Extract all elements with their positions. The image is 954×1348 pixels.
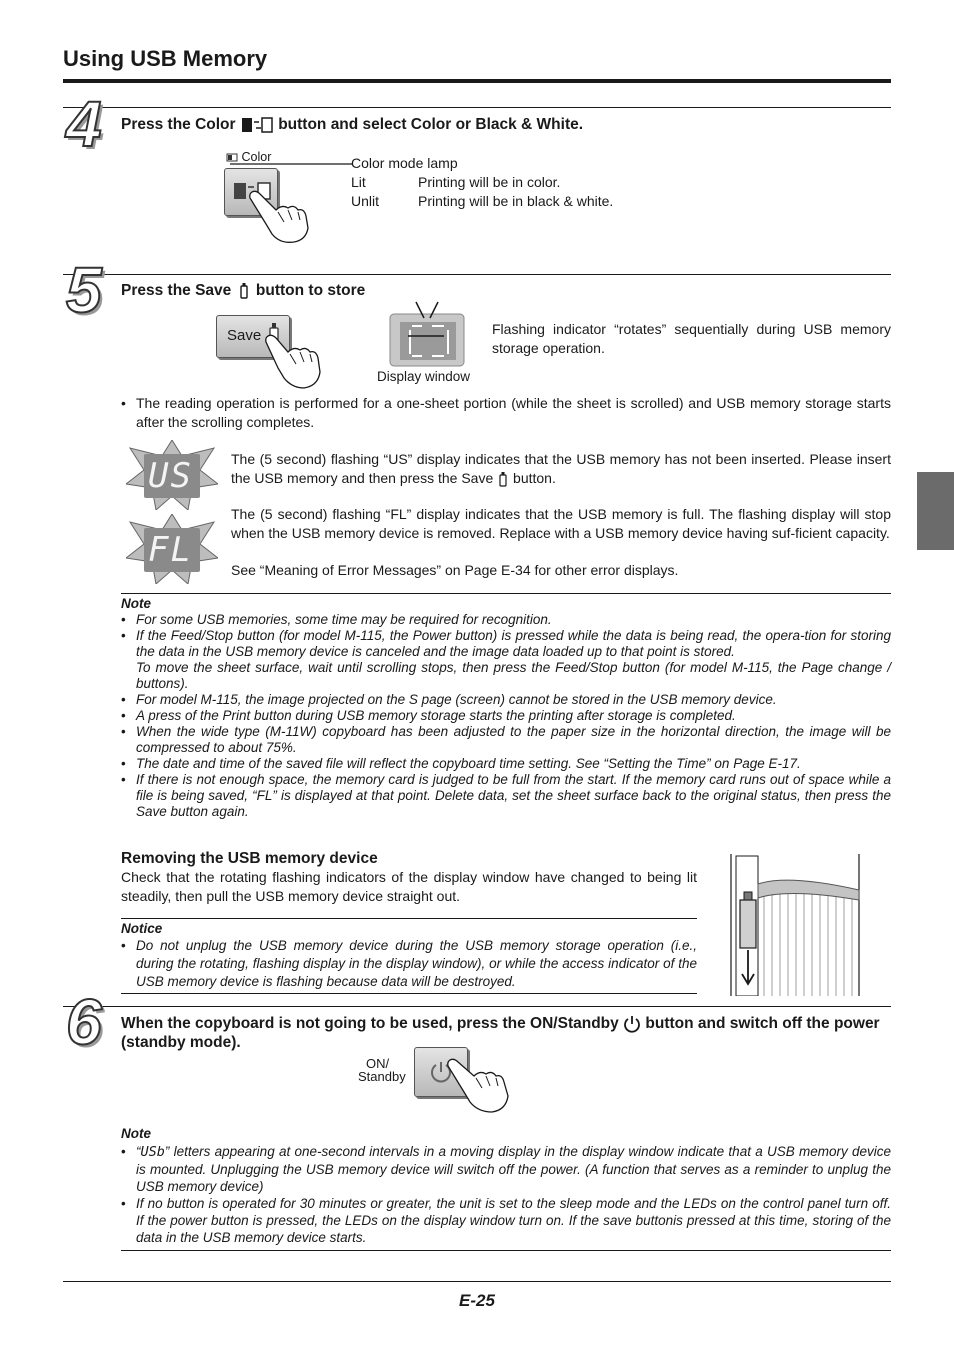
removing-heading: Removing the USB memory device <box>121 850 378 867</box>
note1-title: Note <box>121 596 151 611</box>
note1-list <box>121 612 891 820</box>
notice-bottom-rule <box>121 993 697 994</box>
step4-rule <box>63 107 891 108</box>
step4-heading <box>121 116 583 134</box>
step5-rule <box>63 274 891 275</box>
notice-top-rule <box>121 918 697 919</box>
list-item: • For some USB memories, some time may be required for recognition. <box>121 612 891 628</box>
list-item: • For model M-115, the image projected on the S page (screen) cannot be stored in the USB memory device. <box>121 692 891 708</box>
fl-display-text: FL <box>148 530 193 570</box>
step6-heading-before: When the copyboard is not going to be used, press the ON/Standby <box>121 1015 619 1032</box>
pointing-hand-icon <box>446 1056 514 1114</box>
display-window-icon <box>388 300 466 368</box>
see-errors-text: See “Meaning of Error Messages” on Page E-34 for other error displays. <box>231 562 679 578</box>
usb-display-glyph: USb <box>140 1144 165 1160</box>
lamp-row-lit-state: Lit <box>351 174 366 190</box>
list-item: • A press of the Print button during USB memory storage starts the printing after storage is completed. <box>121 708 891 724</box>
step5-number: 5 <box>66 254 102 326</box>
footer-rule <box>63 1281 891 1282</box>
removing-text: Check that the rotating flashing indicators of the display window have changed to being lit steadily, then pull the USB memory device straight out. <box>121 869 697 904</box>
us-explanation <box>231 450 891 488</box>
fl-explanation: The (5 second) flashing “FL” display indicates that the USB memory is full. The flashing display will stop when the USB memory device is removed. Replace with a USB memory device having suf-ficient capacity. <box>231 506 891 541</box>
list-item: • The reading operation is performed for a one-sheet portion (while the sheet is scrolled) and USB memory storage starts after the scrolling completes. <box>121 394 891 432</box>
us-display <box>126 440 218 510</box>
list-item: • The date and time of the saved file will reflect the copyboard time setting. See “Setting the Time” on Page E-17. <box>121 756 891 772</box>
standby-label-1: ON/ <box>366 1056 390 1071</box>
save-button-label: Save <box>227 327 262 344</box>
note2-list <box>121 1143 891 1246</box>
us-text-before: The (5 second) flashing “US” display indicates that the USB memory has not been inserted. Please insert the USB memory and then press the Save <box>231 451 891 486</box>
step4-heading-after: button and select Color or Black & White. <box>278 116 584 134</box>
lamp-row-unlit-desc: Printing will be in black & white. <box>418 193 614 209</box>
step5-heading <box>121 282 365 300</box>
list-item: • If no button is operated for 30 minutes or greater, the unit is set to the sleep mode and the LEDs on the control panel turn off. If the power button is pressed, the LEDs on the display window turn on. If the save buttonis pressed at this time, storing of the data in the USB memory device starts. <box>121 1195 891 1246</box>
pointing-hand-icon <box>248 188 314 244</box>
standby-label-2: Standby <box>358 1069 406 1084</box>
color-button-label: Color <box>241 150 272 164</box>
fl-display <box>126 514 218 584</box>
note2-item1-text: ” letters appearing at one-second intervals in a moving display in the display window indicate that a USB memory device is mounted. Unplugging the USB memory device will switch off the power. (A function that serves as a reminder to unplug the USB memory device) <box>136 1144 891 1194</box>
lamp-row-lit-desc: Printing will be in color. <box>418 174 561 190</box>
step6-heading-after: button and switch off the power (standby mode). <box>121 1015 880 1051</box>
us-text-after: button. <box>513 470 556 486</box>
list-item: • When the wide type (M-11W) copyboard has been adjusted to the paper size in the horizontal direction, the image will be compressed to about 75%. <box>121 724 891 756</box>
page-title: Using USB Memory <box>63 46 268 71</box>
usb-removal-illustration <box>728 854 862 996</box>
save-icon <box>497 471 509 487</box>
list-item-continuation: To move the sheet surface, wait until scrolling stops, then press the Feed/Stop button (for model M-115, the Page change / buttons). <box>136 660 891 691</box>
lamp-leader-line <box>230 162 352 166</box>
us-display-text: US <box>148 456 193 496</box>
step6-heading <box>121 1014 891 1052</box>
step6-number: 6 <box>66 986 102 1058</box>
step5-heading-after: button to store <box>255 282 366 300</box>
flash-indicator-text: Flashing indicator “rotates” sequentially during USB memory storage operation. <box>492 321 891 356</box>
lamp-row-unlit-state: Unlit <box>351 193 380 209</box>
notice-list <box>121 937 697 991</box>
save-icon <box>236 282 252 300</box>
page-number: E-25 <box>459 1291 495 1310</box>
note1-rule <box>121 593 891 594</box>
list-item: • Do not unplug the USB memory device during the USB memory storage operation (i.e., during the rotating, flashing display in the display window), or while the access indicator of the USB memory device is flashing because data will be destroyed. <box>121 937 697 991</box>
section-tab <box>917 472 954 550</box>
step4-number: 4 <box>66 88 102 160</box>
note2-title: Note <box>121 1126 151 1141</box>
power-icon <box>623 1015 641 1033</box>
list-item: • If the Feed/Stop button (for model M-115, the Power button) is pressed while the data is being read, the opera-tion for storing the data in the USB memory device is canceled and the image data loaded up to that point is stored. <box>121 628 891 660</box>
color-bw-icon <box>240 116 274 134</box>
step4-heading-before: Press the Color <box>121 116 236 134</box>
note2-bottom-rule <box>121 1250 891 1251</box>
display-window-label: Display window <box>377 369 471 384</box>
step6-rule <box>63 1006 891 1007</box>
step5-heading-before: Press the Save <box>121 282 232 300</box>
pointing-hand-icon <box>264 332 322 390</box>
step5-bullet-list <box>121 394 891 432</box>
notice-title: Notice <box>121 921 163 936</box>
list-item: • “USb” letters appearing at one-second intervals in a moving display in the display window indicate that a USB memory device is mounted. Unplugging the USB memory device will switch off the power. (A function that serves as a reminder to unplug the USB memory device) <box>121 1143 891 1195</box>
lamp-label: Color mode lamp <box>351 155 458 171</box>
title-rule <box>63 79 891 83</box>
list-item: • If there is not enough space, the memory card is judged to be full from the start. If the memory card runs out of space while a file is being saved, “FL” is displayed at that point. Delete data, set the sheet surface back to the original status, then press the Save button again. <box>121 772 891 820</box>
